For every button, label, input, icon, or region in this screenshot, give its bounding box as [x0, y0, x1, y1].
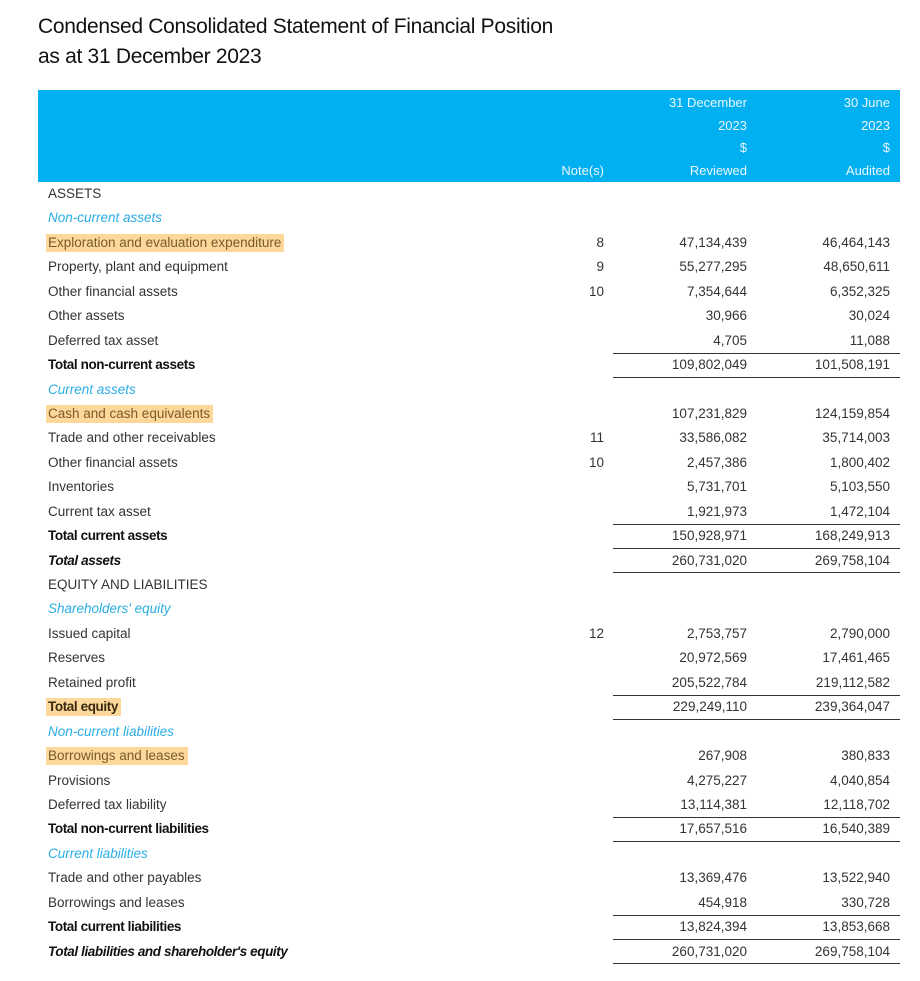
row-value-dec-2023: 55,277,295: [679, 259, 747, 275]
total-row-non-current-assets: [38, 353, 900, 377]
row-section-non-current-assets: [38, 206, 900, 230]
table-row: [38, 744, 900, 768]
row-value-jun-2023: 124,159,854: [814, 405, 890, 421]
row-value-dec-2023: 229,249,110: [672, 699, 747, 715]
row-label: Total current liabilities: [48, 919, 182, 935]
row-value-jun-2023: 46,464,143: [822, 234, 890, 250]
row-label: Deferred tax asset: [48, 332, 159, 348]
row-value-jun-2023: 2,790,000: [829, 625, 890, 641]
notes-column-header: Note(s): [561, 163, 604, 178]
col2-year: 2023: [861, 117, 890, 133]
row-value-jun-2023: 1,472,104: [829, 503, 890, 519]
row-value-jun-2023: 6,352,325: [829, 283, 890, 299]
col1-currency: $: [739, 140, 747, 155]
row-value-jun-2023: 380,833: [841, 748, 890, 764]
table-row: [38, 451, 900, 475]
row-value-jun-2023: 219,112,582: [815, 674, 890, 690]
row-value-dec-2023: 1,921,973: [686, 503, 747, 519]
table-row: [38, 793, 900, 817]
total-row-non-current-liabilities: [38, 817, 900, 841]
row-label: EQUITY AND LIABILITIES: [48, 577, 208, 592]
row-note: 8: [596, 234, 604, 250]
row-value-dec-2023: 107,231,829: [671, 405, 747, 421]
total-row-liabilities-and-equity: [38, 940, 900, 964]
row-label: Issued capital: [48, 625, 131, 641]
col1-status: Reviewed: [689, 162, 747, 178]
row-label: Other financial assets: [48, 283, 178, 299]
table-row: [38, 280, 900, 304]
row-label: Borrowings and leases: [48, 894, 185, 910]
row-assets-heading: [38, 182, 900, 206]
row-value-jun-2023: 4,040,854: [829, 772, 890, 788]
row-value-dec-2023: 30,966: [705, 308, 747, 324]
table-row: [38, 622, 900, 646]
row-value-dec-2023: 13,114,381: [680, 796, 747, 812]
row-value-jun-2023: 13,853,668: [822, 919, 890, 935]
row-label: Retained profit: [48, 674, 136, 690]
row-value-jun-2023: 269,758,104: [814, 943, 890, 959]
row-value-jun-2023: 1,800,402: [829, 454, 890, 470]
table-row: [38, 304, 900, 328]
row-label: Non-current liabilities: [48, 723, 175, 739]
table-row: [38, 231, 900, 255]
row-note: 12: [588, 625, 604, 641]
row-note: 10: [588, 454, 604, 470]
total-row-current-assets: [38, 524, 900, 548]
row-label: Total current assets: [48, 528, 168, 544]
row-value-dec-2023: 13,369,476: [679, 870, 747, 886]
row-value-dec-2023: 109,802,049: [671, 357, 747, 373]
row-label-highlighted: Total equity: [46, 698, 121, 716]
title-line-2: as at 31 December 2023: [38, 45, 262, 68]
row-label: Total non-current liabilities: [48, 821, 209, 837]
row-value-jun-2023: 16,540,389: [822, 821, 890, 837]
row-value-dec-2023: 47,134,439: [679, 234, 747, 250]
statement-title: [38, 12, 553, 72]
row-value-jun-2023: 5,103,550: [829, 479, 890, 495]
row-label: Current liabilities: [48, 845, 148, 861]
row-section-current-liabilities: [38, 842, 900, 866]
row-label: Property, plant and equipment: [48, 259, 228, 275]
table-row: [38, 500, 900, 524]
table-row: [38, 329, 900, 353]
row-value-dec-2023: 150,928,971: [671, 528, 747, 544]
row-value-jun-2023: 101,508,191: [814, 357, 890, 373]
table-row: [38, 769, 900, 793]
row-value-jun-2023: 13,522,940: [822, 870, 890, 886]
row-value-jun-2023: 168,249,913: [814, 528, 890, 544]
row-value-jun-2023: 17,461,465: [822, 650, 890, 666]
row-label: ASSETS: [48, 186, 102, 201]
row-value-dec-2023: 2,753,757: [686, 625, 747, 641]
row-value-dec-2023: 5,731,701: [686, 479, 747, 495]
col2-currency: $: [882, 140, 890, 155]
col2-status: Audited: [845, 162, 890, 178]
row-label: Trade and other payables: [48, 870, 202, 886]
row-label-highlighted: Borrowings and leases: [46, 747, 188, 765]
column-header-dec-2023: [669, 92, 747, 182]
row-value-jun-2023: 48,650,611: [823, 259, 890, 275]
table-header: [38, 90, 900, 182]
row-value-jun-2023: 330,728: [841, 894, 890, 910]
table-row: [38, 402, 900, 426]
row-section-current-assets: [38, 378, 900, 402]
row-value-dec-2023: 267,908: [698, 748, 747, 764]
row-value-jun-2023: 30,024: [848, 308, 890, 324]
row-equity-liabilities-heading: [38, 573, 900, 597]
row-value-dec-2023: 2,457,386: [686, 454, 747, 470]
col1-date: 31 December: [668, 95, 747, 110]
row-value-jun-2023: 35,714,003: [822, 430, 890, 446]
row-value-dec-2023: 13,824,394: [679, 919, 747, 935]
table-row: [38, 475, 900, 499]
row-label: Reserves: [48, 650, 106, 666]
title-line-1: Condensed Consolidated Statement of Financial Position: [38, 15, 553, 38]
row-value-jun-2023: 269,758,104: [814, 552, 890, 568]
row-label: Provisions: [48, 772, 111, 788]
row-value-jun-2023: 239,364,047: [814, 699, 890, 715]
row-value-dec-2023: 454,918: [698, 894, 747, 910]
row-section-non-current-liabilities: [38, 720, 900, 744]
row-label-highlighted: Exploration and evaluation expenditure: [46, 234, 284, 252]
table-row: [38, 891, 900, 915]
col1-year: 2023: [718, 117, 747, 133]
total-row-equity: [38, 695, 900, 719]
row-value-dec-2023: 33,586,082: [679, 430, 747, 446]
table-row: [38, 255, 900, 279]
row-section-shareholders-equity: [38, 597, 900, 621]
row-label-highlighted: Cash and cash equivalents: [46, 405, 213, 423]
row-value-dec-2023: 205,522,784: [671, 674, 747, 690]
total-row-assets: [38, 549, 900, 573]
row-label: Current assets: [48, 381, 136, 397]
row-label: Deferred tax liability: [48, 796, 167, 812]
row-value-jun-2023: 11,088: [849, 332, 890, 348]
row-label: Total non-current assets: [48, 357, 195, 373]
row-value-dec-2023: 260,731,020: [671, 552, 747, 568]
row-note: 11: [589, 430, 604, 446]
row-label: Total assets: [48, 552, 121, 568]
row-value-dec-2023: 7,354,644: [686, 283, 747, 299]
table-row: [38, 646, 900, 670]
row-label: Trade and other receivables: [48, 430, 216, 446]
row-label: Inventories: [48, 479, 115, 495]
col2-date: 30 June: [843, 95, 890, 110]
row-label: Current tax asset: [48, 503, 151, 519]
row-note: 9: [596, 259, 604, 275]
row-label: Total liabilities and shareholder's equity: [48, 943, 288, 959]
row-label: Shareholders' equity: [48, 601, 171, 617]
row-label: Other financial assets: [48, 454, 178, 470]
row-value-jun-2023: 12,118,702: [823, 796, 890, 812]
statement-table-body: [38, 182, 900, 964]
row-value-dec-2023: 4,275,227: [686, 772, 747, 788]
row-value-dec-2023: 260,731,020: [671, 943, 747, 959]
row-label: Other assets: [48, 308, 125, 324]
column-header-jun-2023: [844, 92, 890, 182]
table-row: [38, 426, 900, 450]
row-value-dec-2023: 4,705: [713, 332, 747, 348]
table-row: [38, 671, 900, 695]
table-row: [38, 866, 900, 890]
row-note: 10: [588, 283, 604, 299]
row-label: Non-current assets: [48, 210, 163, 226]
total-row-current-liabilities: [38, 915, 900, 939]
row-value-dec-2023: 17,657,516: [679, 821, 747, 837]
row-value-dec-2023: 20,972,569: [679, 650, 747, 666]
